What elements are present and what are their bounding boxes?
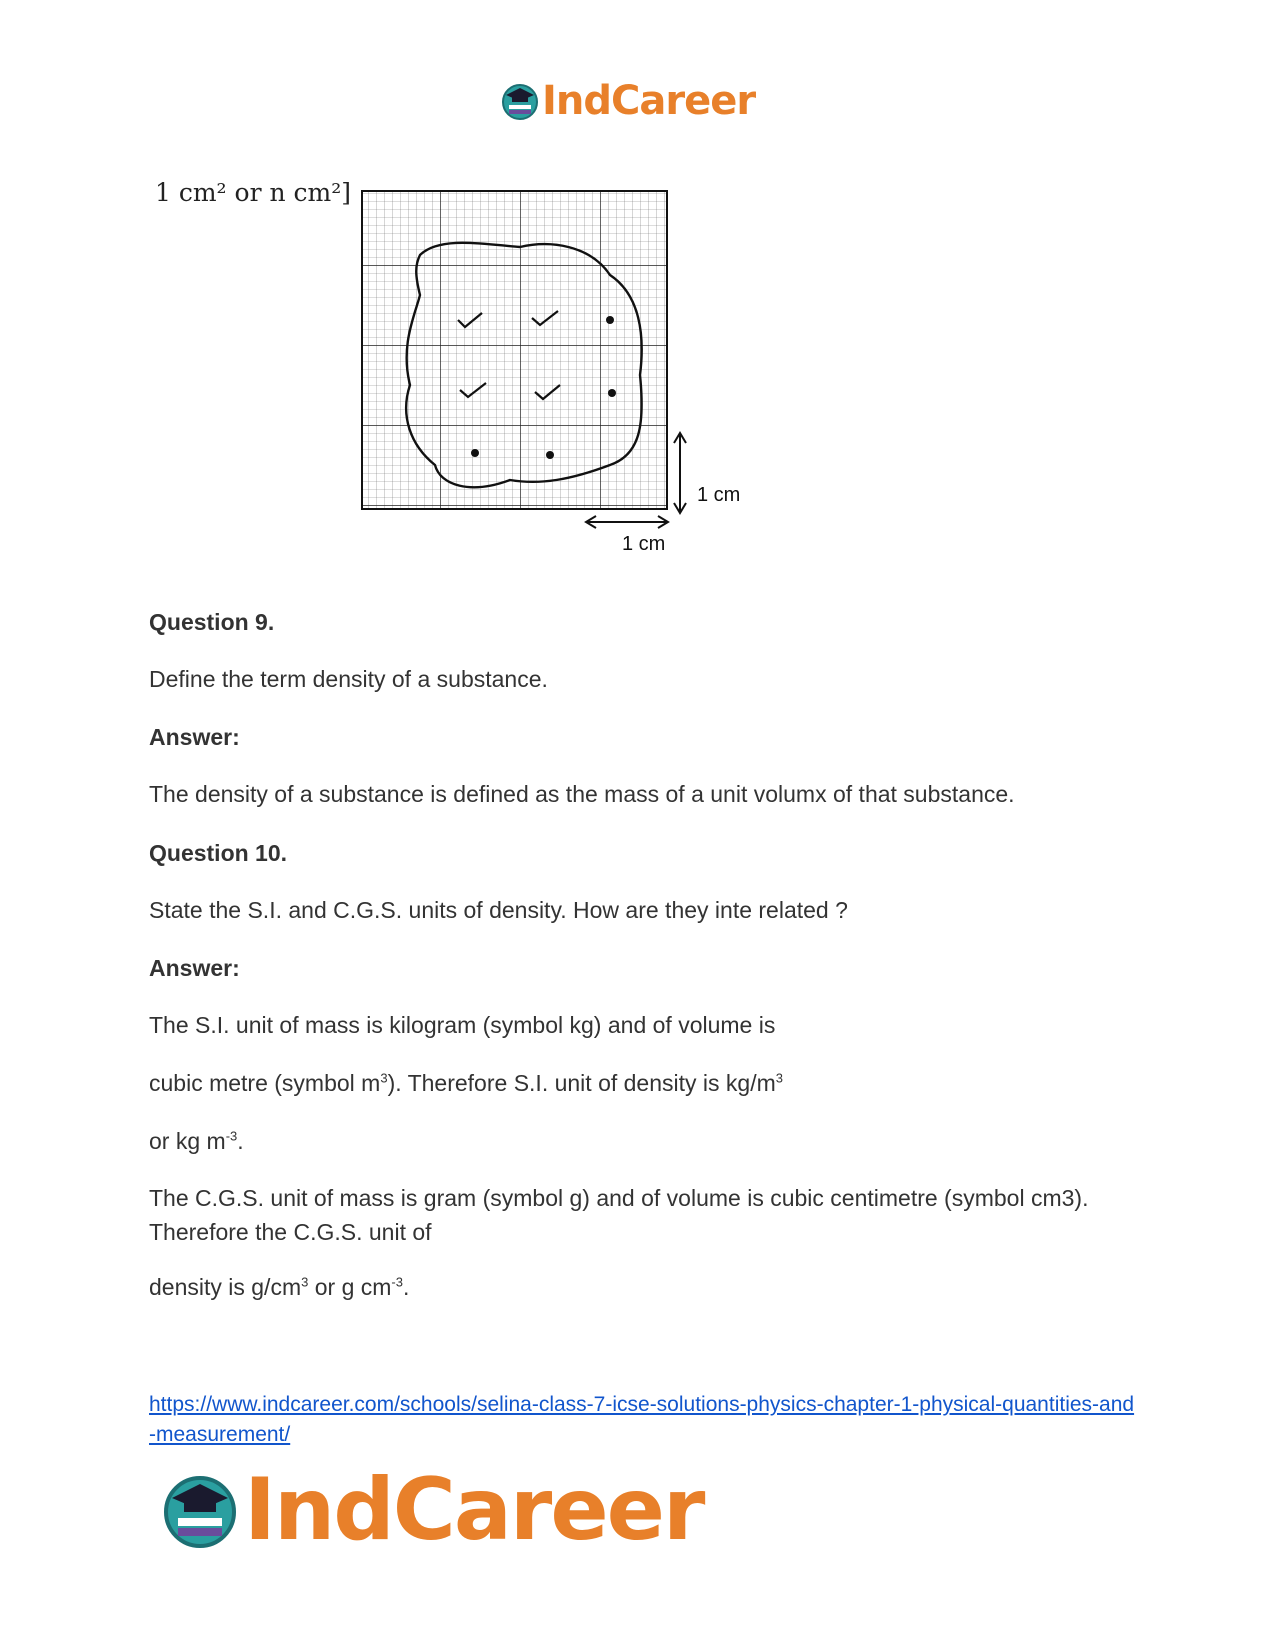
header-logo xyxy=(500,78,755,124)
vertical-scale-label: 1 cm xyxy=(697,484,741,506)
footer-logo xyxy=(160,1460,703,1560)
question-9-text: Define the term density of a substance. xyxy=(149,666,548,692)
graduation-cap-globe-icon xyxy=(160,1470,240,1550)
question-9-answer: The density of a substance is defined as the mass of a unit volumx of that substance. xyxy=(149,781,1015,807)
source-url-link[interactable]: https://www.indcareer.com/schools/selina-class-7-icse-solutions-physics-chapter-1-physical-quantities-and-measurement/ xyxy=(149,1393,1135,1446)
graduation-cap-globe-icon xyxy=(500,81,540,121)
horizontal-scale-label: 1 cm xyxy=(622,533,666,555)
question-10-answer-label: Answer: xyxy=(149,955,240,981)
answer-10-line-3: or kg $m^{-3}$. xyxy=(149,1128,244,1154)
graph-paper-figure xyxy=(360,185,780,590)
answer-10-line-5: density is $g/cm^3$ or g $cm^{-3}$. xyxy=(149,1274,410,1300)
figure-caption: 1 cm² or n cm²] xyxy=(155,178,352,207)
header-logo-text: IndCareer xyxy=(542,78,756,124)
question-9-heading: Question 9. xyxy=(149,609,275,635)
answer-10-line-1: The S.I. unit of mass is kilogram (symbol kg) and of volume is xyxy=(149,1012,776,1038)
question-9-answer-label: Answer: xyxy=(149,724,240,750)
answer-10-line-4: The C.G.S. unit of mass is gram (symbol g) and of volume is cubic centimetre (symbol cm3). Therefore the C.G.S. unit of xyxy=(149,1185,1089,1245)
footer-logo-text: IndCareer xyxy=(244,1460,704,1560)
question-10-text: State the S.I. and C.G.S. units of density. How are they inte related ? xyxy=(149,897,848,923)
question-10-heading: Question 10. xyxy=(149,840,288,866)
answer-10-line-2: cubic metre (symbol $m^3$). Therefore S.I. unit of density is $kg/m^3$ xyxy=(149,1070,783,1096)
